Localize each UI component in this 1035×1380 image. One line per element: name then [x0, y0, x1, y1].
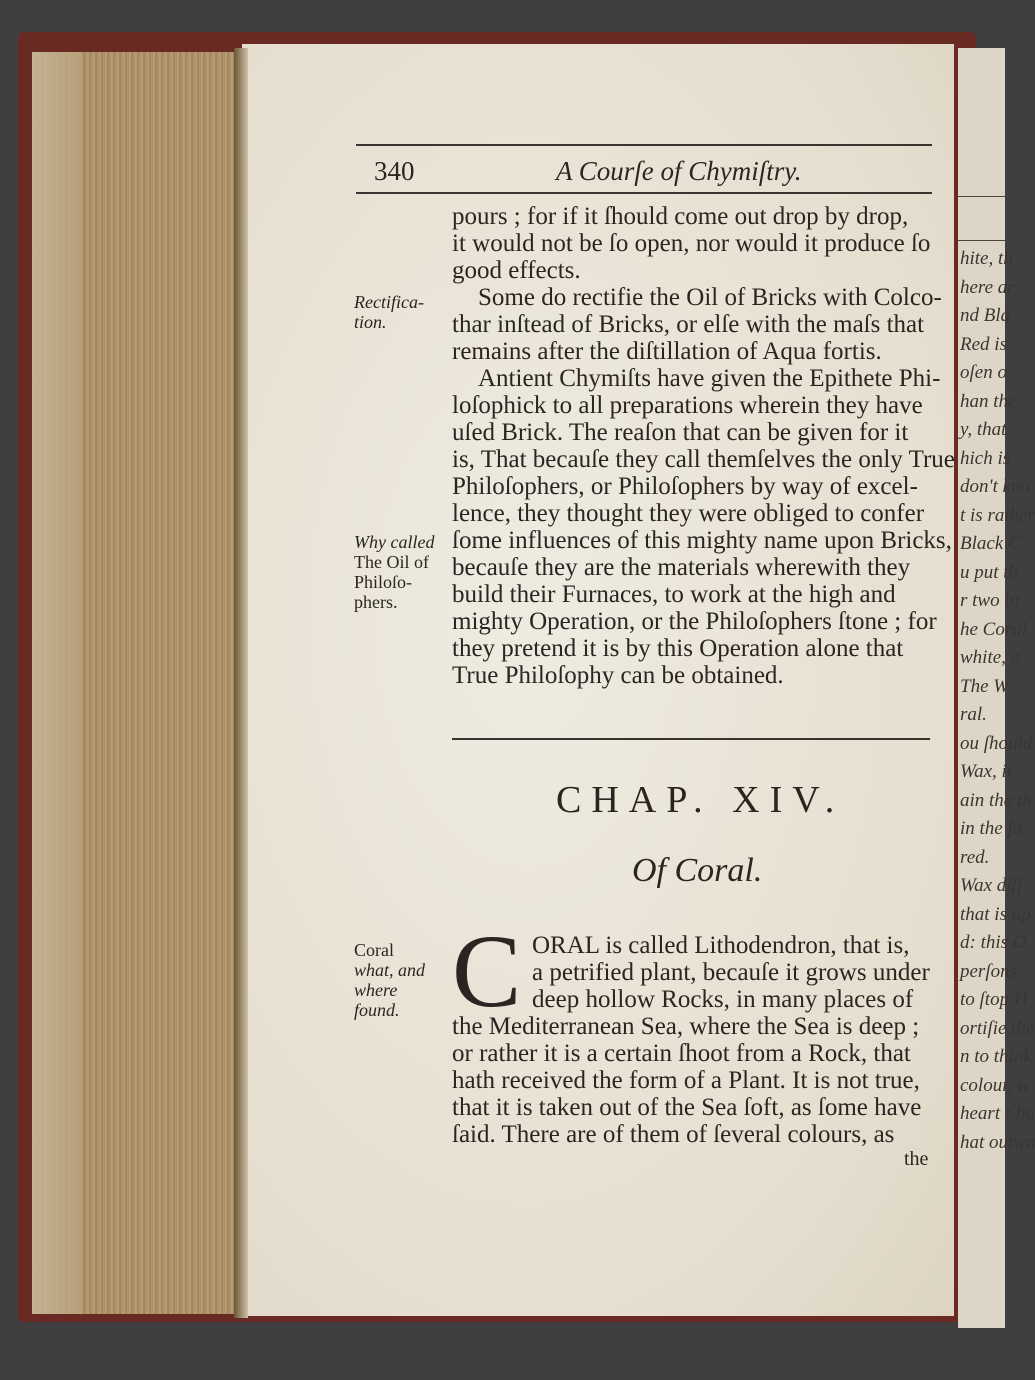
- body-line: Antient Chymiſts have given the Epithete Phi-: [478, 365, 941, 392]
- facing-page-line: red.: [960, 846, 990, 868]
- facing-page-line: nd Bla: [960, 305, 1011, 326]
- facing-page-line: u put th: [960, 561, 1019, 583]
- body-line: build their Furnaces, to work at the high and: [452, 581, 896, 608]
- body-line: becauſe they are the materials wherewith they: [452, 554, 911, 581]
- facing-page-line: oſen o: [960, 362, 1007, 383]
- coral-line: ſaid. There are of them of ſeveral colours, as: [452, 1121, 895, 1148]
- facing-page-line: The W: [960, 675, 1010, 697]
- running-header: [356, 150, 930, 190]
- facing-page-line: to ſtop H: [960, 989, 1028, 1010]
- header-rule-top: [356, 144, 932, 146]
- body-line: Philoſophers, or Philoſophers by way of excel-: [452, 473, 918, 500]
- body-line: loſophick to all preparations wherein they have: [452, 392, 923, 419]
- facing-page-line: t is rather: [960, 504, 1035, 526]
- facing-page-line: colour, w: [960, 1074, 1030, 1096]
- chapter-rule: [452, 738, 930, 740]
- facing-page-line: here ar: [960, 276, 1015, 298]
- facing-page-line: Black C: [960, 533, 1021, 554]
- facing-page-line: ral.: [960, 704, 987, 725]
- margin-note-why-called: Why called The Oil of Philoſo- phers.: [354, 532, 435, 612]
- facing-page-line: hich is: [960, 447, 1011, 469]
- coral-line: hath received the form of a Plant. It is not true,: [452, 1067, 920, 1094]
- facing-page-line: white, a: [960, 647, 1021, 668]
- coral-line: or rather it is a certain ſhoot from a Rock, that: [452, 1040, 911, 1067]
- facing-page-line: ou ſhould: [960, 732, 1033, 754]
- facing-page-line: in the ſa: [960, 818, 1023, 839]
- facing-page-line: ain the th: [960, 789, 1032, 811]
- coral-line: deep hollow Rocks, in many places of: [532, 986, 914, 1013]
- header-rule-bottom: [356, 192, 932, 194]
- catchword: the: [904, 1148, 929, 1170]
- body-line: good effects.: [452, 257, 581, 284]
- page-gutter: [234, 48, 248, 1318]
- facing-page-line: d: this O: [960, 932, 1027, 953]
- facing-page-line: he Coral: [960, 618, 1028, 640]
- chapter-subtitle: Of Coral.: [632, 852, 763, 889]
- facing-page-line: Wax, it: [960, 761, 1013, 782]
- body-line: is, That becauſe they call themſelves the only True: [452, 446, 955, 473]
- facing-page: [958, 48, 1035, 1328]
- facing-page-line: perſons: [960, 960, 1017, 982]
- body-line: pours ; for if it ſhould come out drop by drop,: [452, 203, 909, 230]
- coral-line: a petrified plant, becauſe it grows under: [532, 959, 930, 986]
- facing-page-line: that is up: [960, 903, 1031, 925]
- page-edges-shade: [32, 52, 82, 1314]
- coral-line: the Mediterranean Sea, where the Sea is deep ;: [452, 1013, 920, 1040]
- facing-page-line: hat outwa: [960, 1131, 1035, 1153]
- body-line: remains after the diſtillation of Aqua fortis.: [452, 338, 882, 365]
- coral-line: that it is taken out of the Sea ſoft, as ſome have: [452, 1094, 922, 1121]
- body-line: lence, they thought they were obliged to confer: [452, 500, 925, 527]
- page-number: 340: [374, 156, 415, 186]
- coral-line: ORAL is called Lithodendron, that is,: [532, 932, 910, 959]
- body-line: it would not be ſo open, nor would it produce ſo: [452, 230, 931, 257]
- facing-page-line: heart ; bu: [960, 1103, 1035, 1124]
- body-line: they pretend it is by this Operation alone that: [452, 635, 904, 662]
- facing-page-line: hite, th: [960, 248, 1013, 269]
- facing-page-line: han the: [960, 390, 1017, 412]
- body-line: Some do rectifie the Oil of Bricks with Colco-: [478, 284, 942, 311]
- body-line: thar inſtead of Bricks, or elſe with the maſs that: [452, 311, 925, 338]
- body-line: uſed Brick. The reaſon that can be given for it: [452, 419, 909, 446]
- facing-page-line: n to think: [960, 1046, 1032, 1067]
- body-line: ſome influences of this mighty name upon Bricks,: [452, 527, 952, 554]
- body-line: True Philoſophy can be obtained.: [452, 662, 784, 689]
- facing-page-line: ortiſie the: [960, 1017, 1035, 1039]
- drop-cap: C: [452, 914, 522, 1029]
- chapter-heading: CHAP. XIV.: [556, 779, 845, 821]
- facing-page-line: don't kno: [960, 476, 1031, 497]
- facing-page-line: r two in: [960, 590, 1020, 611]
- facing-page-line: Wax diſſ: [960, 875, 1023, 896]
- facing-page-line: Red is: [960, 333, 1007, 355]
- margin-note-rectification: Rectifica- tion.: [354, 292, 424, 332]
- margin-note-coral: Coral what, and where found.: [354, 940, 426, 1020]
- facing-page-line: y, that: [960, 419, 1007, 440]
- body-line: mighty Operation, or the Philoſophers ſtone ; for: [452, 608, 937, 635]
- running-title: A Courſe of Chymiſtry.: [556, 156, 802, 186]
